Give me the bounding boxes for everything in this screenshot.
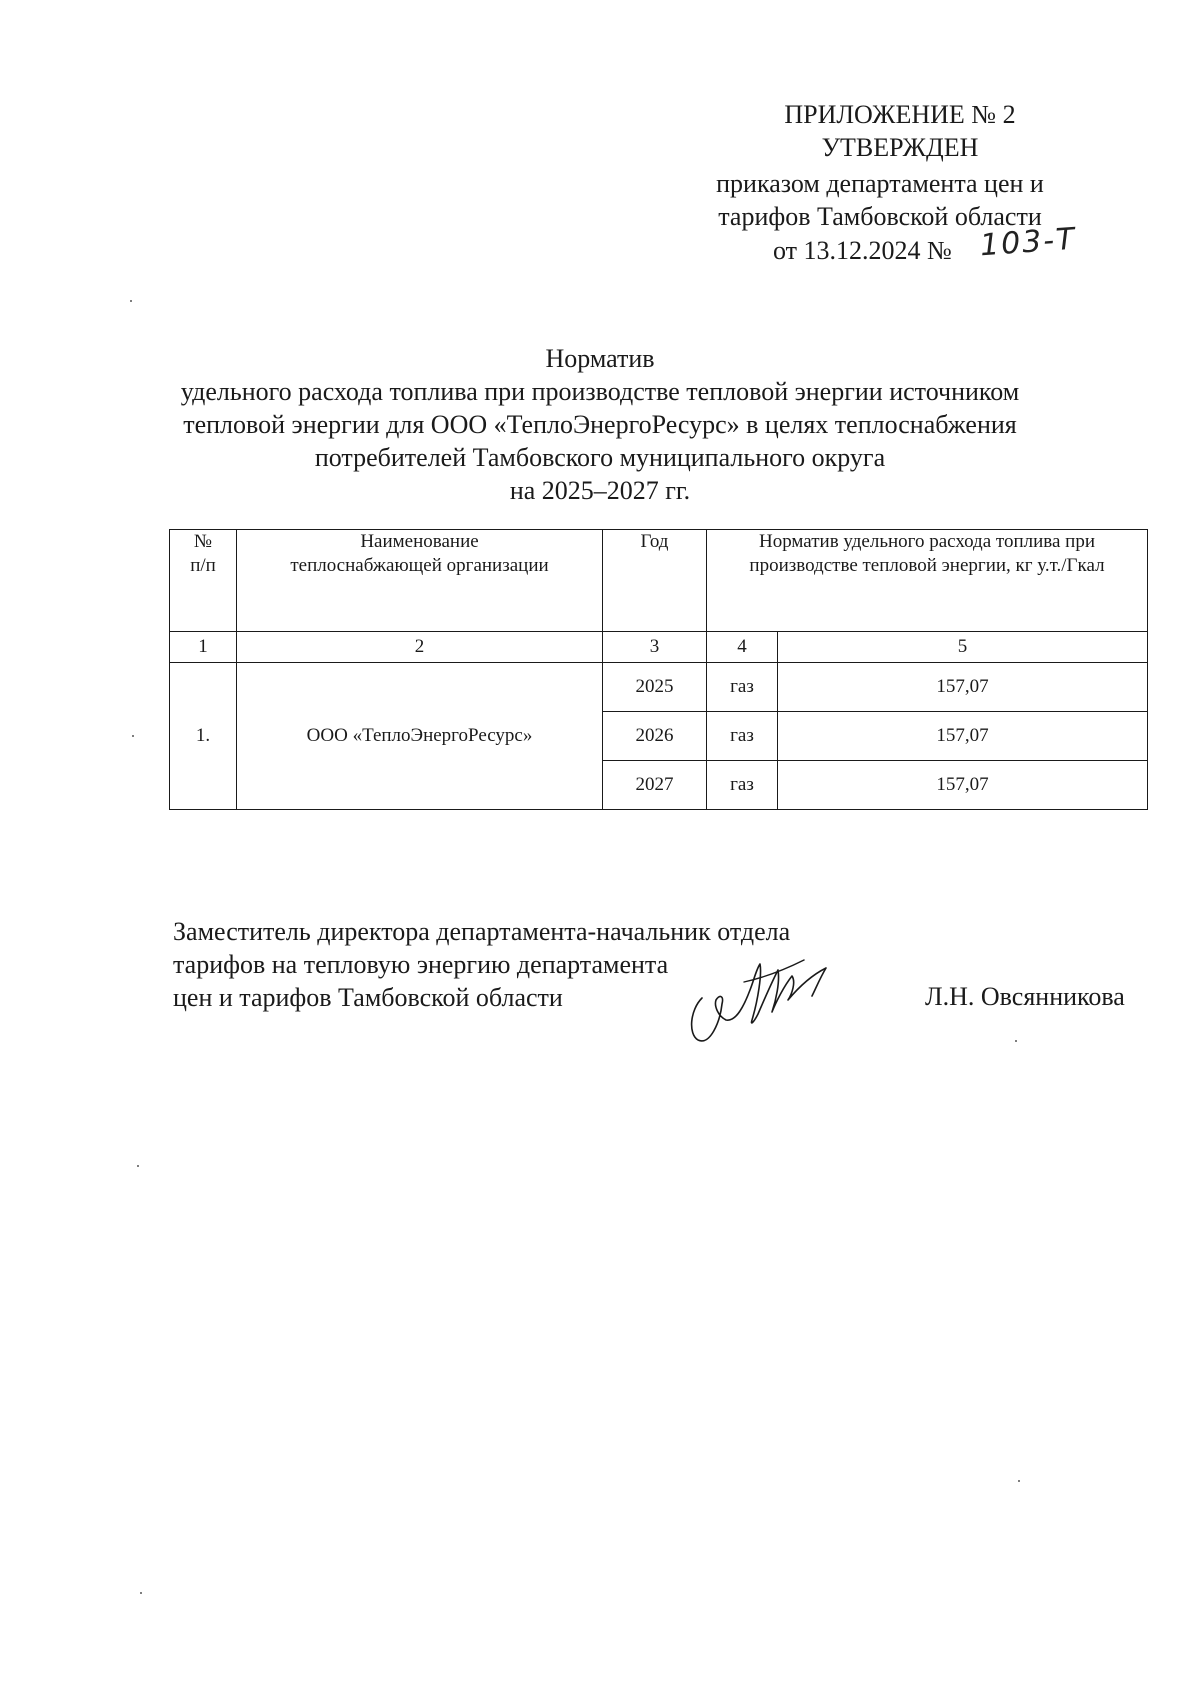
scan-speck: [132, 735, 134, 737]
column-number: 5: [778, 632, 1148, 663]
header-norm: Норматив удельного расхода топлива при производстве тепловой энергии, кг у.т./Гкал: [707, 530, 1148, 632]
row-number: 1.: [170, 663, 237, 810]
header-year: Год: [603, 530, 707, 632]
scan-speck: [1015, 1040, 1017, 1042]
fuel-cell: газ: [707, 712, 778, 761]
header-row-number: № п/п: [170, 530, 237, 632]
header-organization: Наименование теплоснабжающей организации: [237, 530, 603, 632]
title-line: тепловой энергии для ООО «ТеплоЭнергоРесурс» в целях теплоснабжения: [183, 410, 1017, 439]
title-line: на 2025–2027 гг.: [509, 476, 691, 505]
column-number: 4: [707, 632, 778, 663]
approval-date-line: от 13.12.2024 №: [773, 236, 952, 265]
fuel-cell: газ: [707, 761, 778, 810]
approved-label: УТВЕРЖДЕН: [821, 133, 979, 162]
column-number: 2: [237, 632, 603, 663]
norm-value-cell: 157,07: [778, 663, 1148, 712]
organization-name: ООО «ТеплоЭнергоРесурс»: [237, 663, 603, 810]
norm-value-cell: 157,07: [778, 712, 1148, 761]
fuel-cell: газ: [707, 663, 778, 712]
title-line: потребителей Тамбовского муниципального округа: [314, 443, 886, 472]
handwritten-signature: [680, 930, 860, 1050]
scan-speck: [130, 300, 132, 302]
document-title: [150, 342, 1050, 507]
norm-value-cell: 157,07: [778, 761, 1148, 810]
scan-speck: [140, 1592, 142, 1594]
year-cell: 2027: [603, 761, 707, 810]
position-line: Заместитель директора департамента-начальник отдела: [173, 917, 791, 946]
handwritten-order-number: 103-Т: [978, 221, 1078, 264]
title-line: удельного расхода топлива при производстве тепловой энергии источником: [180, 377, 1020, 406]
signatory-name: Л.Н. Овсянникова: [925, 982, 1125, 1011]
appendix-number: ПРИЛОЖЕНИЕ № 2: [784, 100, 1016, 129]
year-cell: 2026: [603, 712, 707, 761]
title-line: Норматив: [545, 344, 655, 373]
approval-authority-line: тарифов Тамбовской области: [718, 202, 1042, 231]
position-line: тарифов на тепловую энергию департамента: [173, 950, 669, 979]
year-cell: 2025: [603, 663, 707, 712]
column-number: 1: [170, 632, 237, 663]
approval-order-line: приказом департамента цен и: [716, 169, 1044, 198]
scan-speck: [137, 1165, 139, 1167]
position-line: цен и тарифов Тамбовской области: [173, 983, 563, 1012]
table-row: [170, 663, 1148, 712]
column-number: 3: [603, 632, 707, 663]
norm-table: [169, 529, 1148, 810]
scan-speck: [1018, 1480, 1020, 1482]
